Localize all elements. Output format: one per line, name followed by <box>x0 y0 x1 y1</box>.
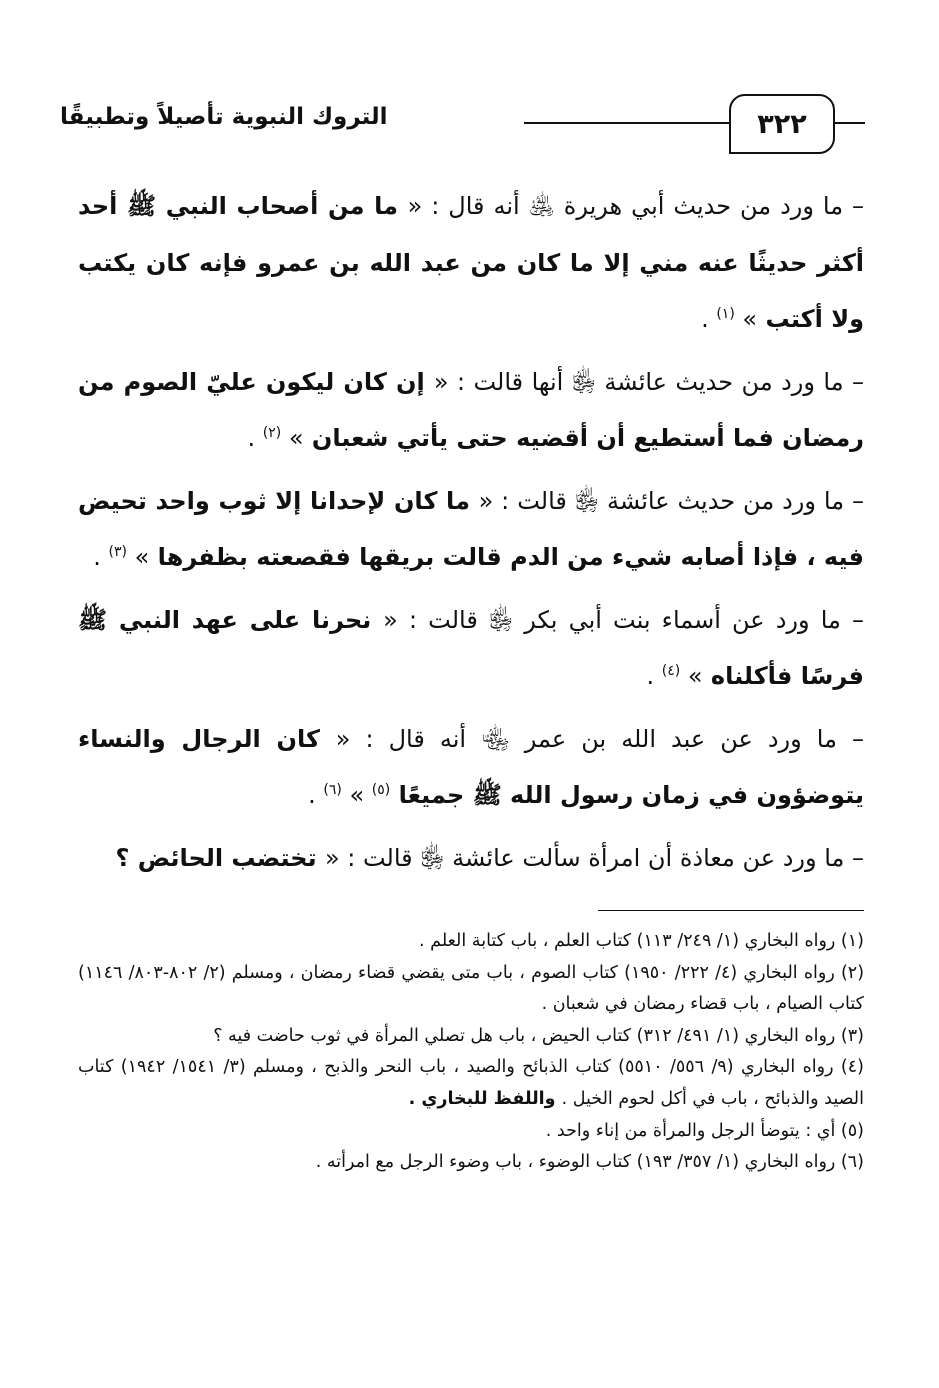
footnote: (٦) رواه البخاري (١/ ٣٥٧/ ١٩٣) كتاب الوضوء ، باب وضوء الرجل مع امرأته . <box>315 1152 864 1173</box>
paragraph-intro: – ما ورد عن أسماء بنت أبي بكر ﵂ قالت : « <box>383 605 864 634</box>
hadith-quote: ما من أصحاب النبي ﷺ أحد أكثر حديثًا عنه مني إلا ما كان من عبد الله بن عمرو فإنه كان يكتب ولا أكتب <box>78 192 864 333</box>
running-title: التروك النبوية تأصيلاً وتطبيقًا <box>60 104 388 130</box>
quote-close: » <box>734 305 758 333</box>
page-number: ٣٢٢ <box>729 94 835 154</box>
footnote: (١) رواه البخاري (١/ ٢٤٩/ ١١٣) كتاب العلم ، باب كتابة العلم . <box>419 931 864 951</box>
footnote: (٢) رواه البخاري (٤/ ٢٢٢/ ١٩٥٠) كتاب الصوم ، باب متى يقضي قضاء رمضان ، ومسلم (٢/ ٨٠٢-٨٠٣/ ١١٤٦) كتاب الصيام ، باب قضاء رمضان في شعبان . <box>78 962 865 1015</box>
hadith-quote: ما كان لإحدانا إلا ثوب واحد تحيض فيه ، فإذا أصابه شيء من الدم قالت بريقها فقصعته بظفرها <box>78 486 864 571</box>
paragraph-intro: – ما ورد من حديث أبي هريرة ﵁ أنه قال : « <box>407 192 865 220</box>
footnote: (٣) رواه البخاري (١/ ٤٩١/ ٣١٢) كتاب الحيض ، باب هل تصلي المرأة في ثوب حاضت فيه ؟ <box>213 1025 864 1046</box>
header-rule-right <box>835 122 865 124</box>
footnote-text: (٤) رواه البخاري (٩/ ٥٥٦/ ٥٥١٠) كتاب الذبائح والصيد ، باب النحر والذبح ، ومسلم (٣/ ١٥٤١/ ١٩٤٢) كتاب الصيد والذبائح ، باب في أكل لحوم الخيل . <box>78 1057 864 1109</box>
header-rule <box>524 122 729 124</box>
footnote-ref: (٢) <box>262 425 282 441</box>
hadith-paragraph <box>78 592 864 705</box>
paragraph-intro: – ما ورد من حديث عائشة ﵂ قالت : « <box>478 486 864 515</box>
hadith-paragraph <box>78 178 864 348</box>
footnote-bold-note: واللفظ للبخاري . <box>408 1088 562 1109</box>
hadith-paragraph <box>78 711 864 824</box>
paragraph-intro: – ما ورد عن معاذة أن امرأة سألت عائشة ﵂ قالت : « <box>324 843 864 872</box>
quote-close: » <box>127 543 150 571</box>
footnote-ref: (٦) <box>323 782 342 798</box>
footnote-ref: (٤) <box>661 663 681 679</box>
page-header <box>60 94 865 154</box>
quote-close: » <box>680 662 703 690</box>
footnote-ref: (١) <box>716 306 735 322</box>
quote-close: » <box>341 781 372 809</box>
hadith-quote: نحرنا على عهد النبي ﷺ فرسًا فأكلناه <box>78 605 864 690</box>
footnotes <box>78 926 864 1179</box>
footnote <box>78 1052 864 1115</box>
hadith-quote: تختضب الحائض ؟ <box>115 843 325 872</box>
paragraph-end: . <box>701 305 717 333</box>
quote-close: » <box>281 424 304 452</box>
paragraph-intro: – ما ورد عن عبد الله بن عمر ﵄ أنه قال : « <box>335 724 864 753</box>
hadith-paragraph <box>78 473 864 586</box>
hadith-paragraph <box>78 830 864 887</box>
hadith-quote: كان الرجال والنساء يتوضؤون في زمان رسول الله ﷺ جميعًا <box>78 724 864 809</box>
footnote: (٥) أي : يتوضأ الرجل والمرأة من إناء واحد . <box>545 1120 864 1141</box>
footnote-ref: (٥) <box>371 782 391 798</box>
hadith-paragraph <box>78 354 864 467</box>
paragraph-end: . <box>93 543 109 571</box>
paragraph-end: . <box>247 424 263 452</box>
footnote-ref: (٣) <box>108 544 128 560</box>
paragraph-end: . <box>646 662 662 690</box>
hadith-quote: إن كان ليكون عليّ الصوم من رمضان فما أستطيع أن أقضيه حتى يأتي شعبان <box>78 367 864 452</box>
main-text <box>78 178 864 892</box>
paragraph-intro: – ما ورد من حديث عائشة ﵂ أنها قالت : « <box>433 367 864 396</box>
footnote-separator <box>598 910 864 911</box>
paragraph-end: . <box>308 781 324 809</box>
